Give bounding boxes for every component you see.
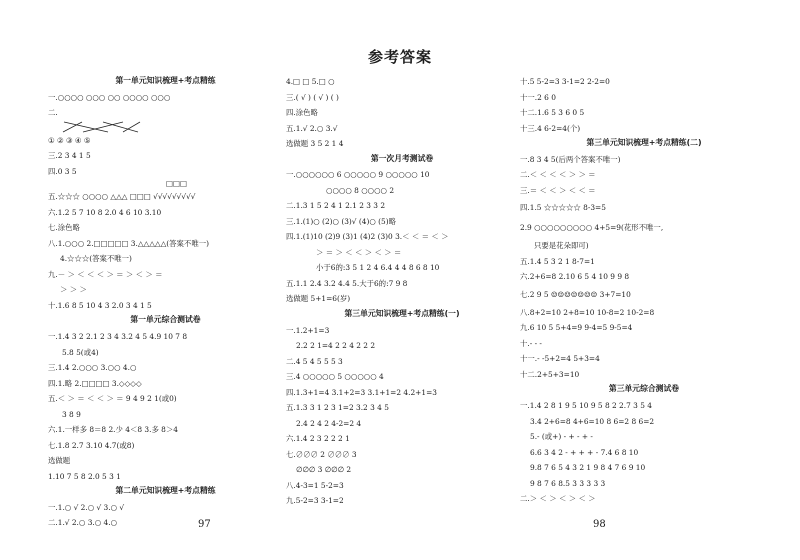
answer-line: 9.8 7 6 5 4 3 2 1 9 8 4 7 6 9 10 xyxy=(530,463,646,473)
answer-line: 九.6 10 5 5+4=9 9-4=5 9-5=4 xyxy=(520,323,633,333)
answer-line: 十一.2 6 0 xyxy=(520,92,556,102)
answer-line: 七.2 9 5 ☺☺☺☺☺☺☺ 3+7=10 xyxy=(520,289,631,299)
section-title: 第三单元综合测试卷 xyxy=(608,384,680,394)
answer-line: 1.10 7 5 8 2.0 5 3 1 xyxy=(48,471,121,481)
answer-column-left xyxy=(48,74,283,531)
answer-line: 四.0 3 5 xyxy=(48,166,77,176)
answer-line: 五.1.4 5 3 2 1 8-7=1 xyxy=(520,256,595,266)
answer-line: 六.1.4 2 3 2 2 2 1 xyxy=(286,434,350,444)
answer-line: 七.1.8 2.7 3.10 4.7(或8) xyxy=(48,440,135,450)
answer-line: 二.＞ ＜ ＞ ＜ ＞ ＜ ＞ xyxy=(520,494,596,504)
answer-line: 四.涂色略 xyxy=(286,108,318,117)
answer-line: 四.1.5 ☆☆☆☆☆ 8-3=5 xyxy=(520,203,606,213)
answer-line: 五.＜ ＞ ＝ ＜ ＜ ＞ ＝ 9 4 9 2 1(或0) xyxy=(48,394,177,404)
answer-line: 十一.- -5+2=4 5+3=4 xyxy=(520,354,600,364)
answer-line: 二.1.√ 2.○ 3.○ 4.○ xyxy=(48,518,118,528)
page-number-left: 97 xyxy=(198,519,211,530)
answer-line: 十.1.6 8 5 10 4 3 2.0 3 4 1 5 xyxy=(48,300,152,310)
answer-line: 六.1.一样多 8＝8 2.少 4＜8 3.多 8＞4 xyxy=(48,425,178,435)
answer-line: 二.4 5 4 5 5 5 3 xyxy=(286,356,343,366)
answer-line: 2.4 2 4 2 4-2=2 4 xyxy=(296,418,362,428)
answer-line: 九.－ ＞ ＜ ＜ ＜ ＞ ＝ ＞ ＜ ＞ ＝ xyxy=(48,269,163,279)
answer-line: 选做题 xyxy=(48,456,71,466)
answer-line: 九.5-2=3 3-1=2 xyxy=(286,496,344,506)
answer-line: 十二.2+5+3=10 xyxy=(520,369,580,379)
answer-column-middle xyxy=(286,74,518,509)
answer-line: 一.○○○○ ○○○ ○○ ○○○○ ○○○ xyxy=(48,92,171,102)
answer-line: 六.2+6=8 2.10 6 5 4 10 9 9 8 xyxy=(520,272,630,282)
answer-line: 十三.4 6-2=4(个) xyxy=(520,123,581,133)
answer-line: ○○○○ 8 ○○○○ 2 xyxy=(326,185,395,195)
answer-label: 二. xyxy=(48,108,58,118)
answer-line: 选做题 3 5 2 1 4 xyxy=(286,139,344,148)
answer-line: 三.2 3 4 1 5 xyxy=(48,151,91,161)
answer-line: 二.＜ ＜ ＜ ＜ ＞ ＞ ＝ xyxy=(520,170,596,180)
answer-line: 十二.1.6 5 3 6 0 5 xyxy=(520,108,585,117)
answer-line: 一.1.○ √ 2.○ √ 3.○ √ xyxy=(48,502,125,512)
answer-line: 5.- (或+) - + - + - xyxy=(530,432,593,442)
answer-line: 五.1.√ 2.○ 3.√ xyxy=(286,123,338,133)
section-title: 第三单元知识梳理+考点精练(一) xyxy=(344,308,460,318)
answer-line: 3.4 2+6=8 4+6=10 8 6=2 8 6=2 xyxy=(530,416,655,426)
section-title: 第一单元综合测试卷 xyxy=(130,315,201,325)
answer-line: 八.8+2=10 2+8=10 10-8=2 10-2=8 xyxy=(520,307,655,317)
answer-line: 小于6的:3 5 1 2 4 6.4 4 4 8 6 8 10 xyxy=(316,263,440,273)
answer-line: 四.1.(1)10 (2)9 (3)1 (4)2 (3)0 3.＜ ＜ ＝ ＜ ＞ xyxy=(286,232,449,242)
answer-line: 只要是花朵即可) xyxy=(534,241,589,251)
answer-line: □□□ xyxy=(166,179,187,189)
answer-line: 一.1.2+1=3 xyxy=(286,325,330,335)
answer-line: 一.1.4 3 2 2.1 2 3 4 3.2 4 5 4.9 10 7 8 xyxy=(48,332,188,342)
section-title: 第二单元知识梳理+考点精练 xyxy=(115,486,216,496)
answer-line: 七.∅∅∅ 2 ∅∅∅ 3 xyxy=(286,449,357,459)
answer-line: 八.4-3=1 5-2=3 xyxy=(286,480,344,490)
answer-line: 六.1.2 5 7 10 8 2.0 4 6 10 3.10 xyxy=(48,207,162,217)
answer-line: 七.涂色略 xyxy=(48,223,80,233)
answer-line: 选做题 5+1=6(岁) xyxy=(286,294,351,304)
answer-line: 三.1.4 2.○○○ 3.○○ 4.○ xyxy=(48,363,137,373)
answer-line: 4.☆☆☆(答案不唯一) xyxy=(60,254,132,264)
answer-line: 2.2 2 1=4 2 2 4 2 2 2 xyxy=(296,341,376,351)
answer-line: 三.＝ ＜ ＜ ＞ ＜ ＜ ＝ xyxy=(520,185,596,195)
answer-line: 3 8 9 xyxy=(62,409,81,419)
answer-line: 一.8 3 4 5(后两个答案不唯一) xyxy=(520,154,621,164)
section-title: 第三单元知识梳理+考点精练(二) xyxy=(586,138,702,147)
answer-line: ＞ ＝ ＞ ＜ ＜ ＞ ＜ ＞ ＝ xyxy=(316,247,402,257)
answer-line: 三.( √ ) ( √ ) ( ) xyxy=(286,92,339,102)
answer-line: 9 8 7 6 8.5 3 3 3 3 3 xyxy=(530,478,606,488)
answer-line: ① ② ③ ④ ⑤ xyxy=(48,135,91,145)
matching-lines-diagram xyxy=(48,121,158,133)
answer-line: 四.1.3+1=4 3.1+2=3 3.1+1=2 4.2+1=3 xyxy=(286,387,437,397)
answer-line: ∅∅∅ 3 ∅∅∅ 2 xyxy=(296,465,352,475)
page-number-right: 98 xyxy=(593,519,606,530)
answer-column-right xyxy=(520,74,768,507)
answer-line: 十.- - - xyxy=(520,338,542,348)
answer-line: 三.4 ○○○○○ 5 ○○○○○ 4 xyxy=(286,372,384,382)
answer-line: 五.1.1 2.4 3.2 4.4 5.大于6的:7 9 8 xyxy=(286,278,408,288)
answer-line: 八.1.○○○ 2.□□□□□ 3.△△△△△(答案不唯一) xyxy=(48,238,209,248)
answer-line: ＞ ＞ ＞ xyxy=(60,285,87,295)
answer-line: 十.5 5-2=3 3-1=2 2-2=0 xyxy=(520,77,610,86)
section-title: 第一单元知识梳理+考点精练 xyxy=(115,76,216,85)
answer-line: 五.☆☆☆ ○○○○ △△△ □□□ √√√√√√√√√ xyxy=(48,192,196,202)
answer-line: 三.1.(1)○ (2)○ (3)√ (4)○ (5)略 xyxy=(286,216,396,226)
answer-line: 一.1.4 2 8 1 9 5 10 9 5 8 2 2.7 3 5 4 xyxy=(520,401,652,411)
answer-line: 一.○○○○○○ 6 ○○○○○ 9 ○○○○○ 10 xyxy=(286,170,430,180)
section-title: 第一次月考测试卷 xyxy=(370,153,434,163)
answer-line: 2.9 ○○○○○○○○○ 4+5=9(花形不唯一, xyxy=(520,223,664,233)
answer-line: 4.□ □ 5.□ ○ xyxy=(286,77,335,86)
answer-line: 五.1.3 3 1 2 3 1=2 3.2 3 4 5 xyxy=(286,403,389,413)
answer-line xyxy=(48,105,283,121)
answer-line: 四.1.略 2.□□□□ 3.◇◇◇◇ xyxy=(48,378,142,388)
answer-line: 6.6 3 4 2 - + + + - 7.4 6 8 10 xyxy=(530,447,639,457)
answer-line: 二.1.3 1 5 2 4 1 2.1 2 3 3 2 xyxy=(286,201,386,211)
answer-line: 5.8 5(或4) xyxy=(62,347,99,357)
page-title: 参考答案 xyxy=(367,48,432,66)
